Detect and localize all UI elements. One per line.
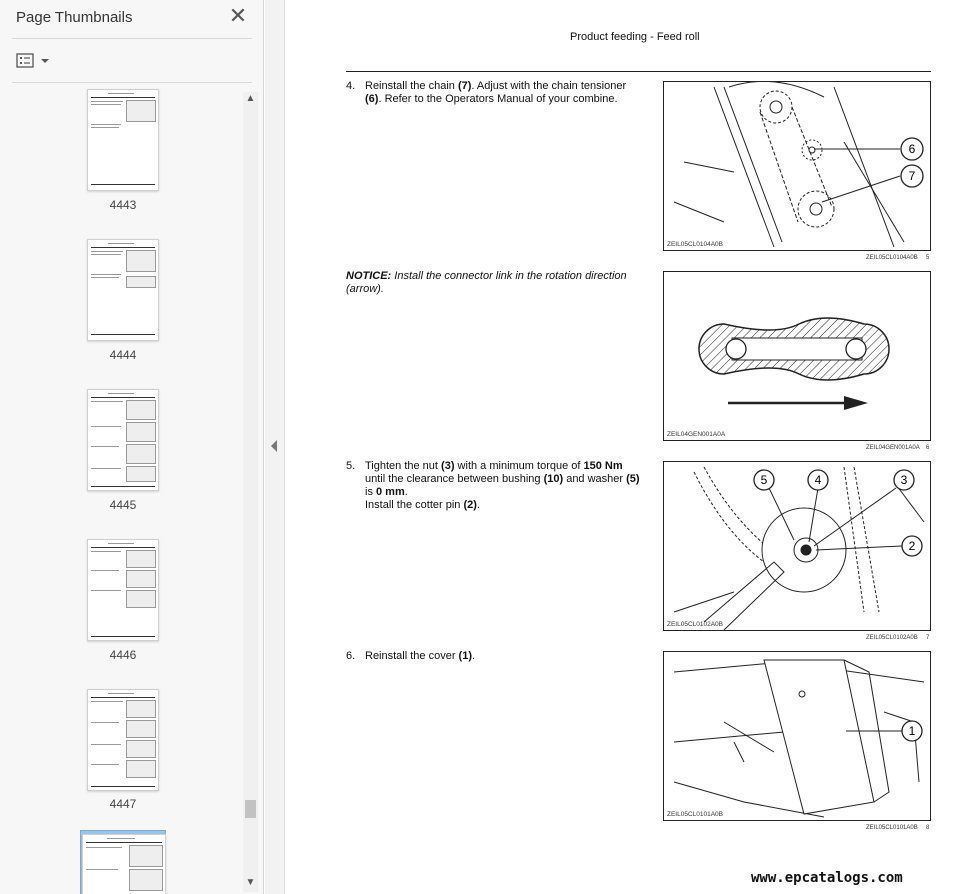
thumbnail-options-button[interactable]	[14, 50, 54, 72]
figure-code: ZEIL04GEN001A0A	[667, 431, 726, 438]
callout-3: 3	[900, 473, 908, 487]
thumbnail-list	[0, 85, 242, 894]
page-thumbnail-selected[interactable]	[82, 834, 166, 894]
callout-4: 4	[814, 473, 822, 487]
page-number: 4443	[109, 198, 137, 212]
panel-title: Page Thumbnails	[16, 9, 133, 26]
panel-splitter[interactable]	[265, 0, 285, 894]
page-thumbnail[interactable]	[87, 89, 159, 191]
callout-2: 2	[908, 539, 916, 553]
figure-cover	[663, 651, 931, 821]
callout-7: 7	[908, 169, 916, 183]
page-number: 4445	[109, 498, 137, 512]
figure-code: ZEIL05CL0104A0B	[667, 241, 724, 248]
header-rule	[346, 71, 931, 72]
page-thumbnail[interactable]	[87, 389, 159, 491]
figure-ref-num: 6	[926, 445, 930, 451]
figure-ref-num: 5	[926, 255, 930, 261]
page-number: 4447	[109, 797, 137, 811]
chain-drive-illustration	[664, 82, 931, 251]
figure-ref-code: ZEIL05CL0101A0B	[866, 825, 918, 831]
cover-illustration	[664, 652, 931, 821]
collapse-panel-icon[interactable]	[271, 440, 277, 452]
scroll-down-icon[interactable]: ▼	[245, 877, 256, 888]
page-header: Product feeding - Feed roll	[570, 31, 700, 43]
scroll-up-icon[interactable]: ▲	[245, 93, 256, 104]
page-number: 4446	[109, 648, 137, 662]
callout-1: 1	[908, 724, 916, 738]
figure-ref-code: ZEIL05CL0102A0B	[866, 635, 918, 641]
figure-code: ZEIL05CL0101A0B	[667, 811, 724, 818]
figure-ref-code: ZEIL05CL0104A0B	[866, 255, 918, 261]
thumbnails-panel	[0, 0, 264, 894]
callout-5: 5	[760, 473, 768, 487]
figure-ref-num: 7	[926, 635, 930, 641]
figure-ref-code: ZEIL04GEN001A0A	[866, 445, 920, 451]
divider	[12, 38, 252, 39]
scrollbar-thumb[interactable]	[245, 800, 256, 818]
feed-roll-nut-illustration	[664, 462, 931, 631]
page-thumbnail[interactable]	[87, 239, 159, 341]
thumbnail-scrollbar[interactable]	[243, 92, 258, 892]
figure-chain-tensioner	[663, 81, 931, 251]
page-thumbnail[interactable]	[87, 689, 159, 791]
figure-ref-num: 8	[926, 825, 930, 831]
figure-connector-link	[663, 271, 931, 441]
callout-6: 6	[908, 142, 916, 156]
page-thumbnail[interactable]	[87, 539, 159, 641]
figure-code: ZEIL05CL0102A0B	[667, 621, 724, 628]
page-number: 4444	[109, 348, 137, 362]
list-options-icon	[14, 50, 54, 72]
watermark: www.epcatalogs.com	[751, 870, 903, 886]
close-icon[interactable]: ✕	[228, 3, 248, 28]
figure-nut-torque	[663, 461, 931, 631]
connector-link-illustration	[664, 272, 931, 441]
divider	[12, 82, 252, 83]
